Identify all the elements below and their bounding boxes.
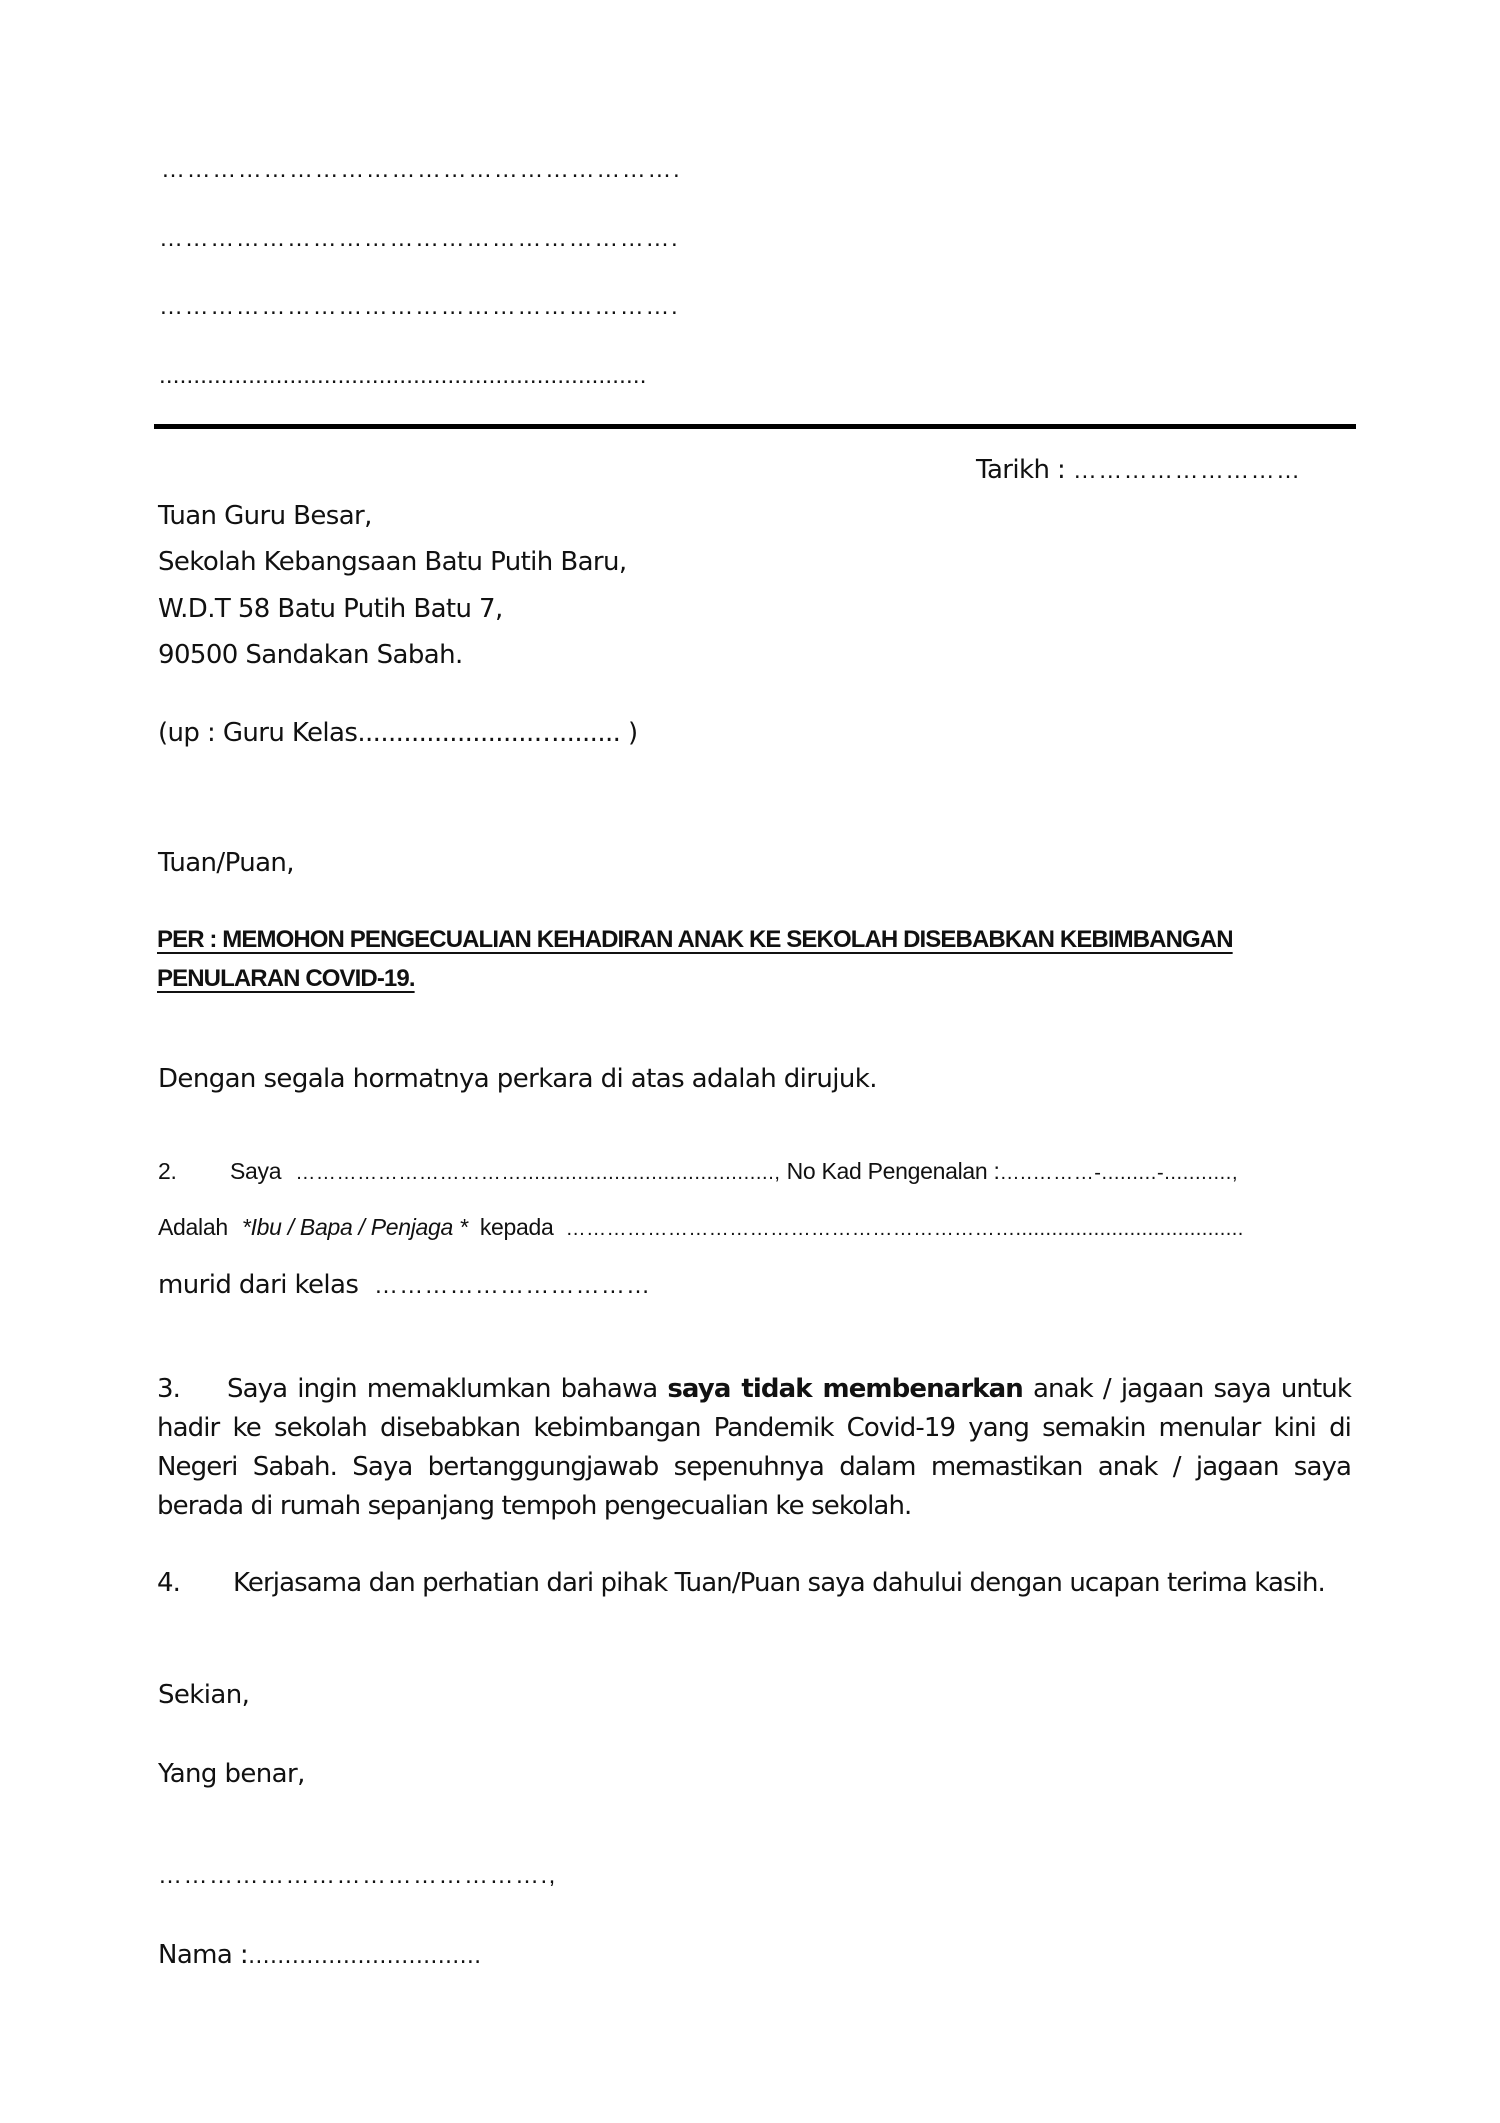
closing-yang-benar: Yang benar,: [158, 1759, 305, 1789]
name-label: Nama :: [158, 1940, 249, 1970]
paragraph-2-line-3: [158, 1272, 651, 1298]
paragraph-3: [157, 1370, 1351, 1526]
salutation: Tuan/Puan,: [158, 848, 294, 878]
paragraph-3-emphasis: saya tidak membenarkan: [667, 1374, 1023, 1404]
parent-name-blank: …………………………….........................................,: [295, 1162, 781, 1184]
paragraph-3-number: 3.: [157, 1374, 181, 1404]
sender-address-line-1: …………………………………………………….: [161, 158, 682, 182]
sender-address-line-4: .......................................................................: [159, 364, 647, 388]
closing-sekian: Sekian,: [158, 1680, 250, 1710]
relation-options: *Ibu / Bapa / Penjaga *: [241, 1214, 468, 1240]
class-label: murid dari kelas: [158, 1270, 359, 1300]
date-field: [976, 457, 1301, 483]
class-blank: ……………………………: [374, 1272, 652, 1299]
date-blank: ………………………: [1072, 457, 1302, 484]
ic-label: No Kad Pengenalan :: [786, 1158, 1000, 1184]
paragraph-4-number: 4.: [157, 1568, 181, 1598]
saya-label: Saya: [230, 1158, 282, 1184]
recipient-line-2: Sekolah Kebangsaan Batu Putih Baru,: [158, 547, 627, 577]
name-blank: ................................: [248, 1944, 482, 1969]
subject-line-2: PENULARAN COVID-19.: [157, 965, 415, 992]
paragraph-4: [157, 1564, 1351, 1603]
adalah-label: Adalah: [158, 1214, 228, 1240]
paragraph-2-number: 2.: [158, 1158, 177, 1184]
intro-sentence: Dengan segala hormatnya perkara di atas adalah dirujuk.: [158, 1064, 877, 1094]
paragraph-3-text-after: anak / jagaan saya untuk hadir ke sekolah disebabkan kebimbangan Pandemik Covid-19 yang semakin menular kini di Negeri Sabah. Saya bertanggungjawab sepenuhnya dalam memastikan anak / jagaan saya berada di rumah sepanjang tempoh pengecualian ke sekolah.: [157, 1374, 1351, 1521]
subject-line-1: PER : MEMOHON PENGECUALIAN KEHADIRAN ANAK KE SEKOLAH DISEBABKAN KEBIMBANGAN: [157, 926, 1233, 953]
name-field: [158, 1942, 481, 1968]
sender-address-line-2: …………………………………………………….: [159, 227, 680, 251]
attention-line: (up : Guru Kelas.......................…........ ): [158, 718, 638, 748]
paragraph-4-text: Kerjasama dan perhatian dari pihak Tuan/Puan saya dahului dengan ucapan terima kasih.: [233, 1568, 1325, 1598]
ic-number-blank: …..………-.........-...........,: [999, 1162, 1239, 1184]
paragraph-3-text-before: Saya ingin memaklumkan bahawa: [227, 1374, 658, 1404]
kepada-label: kepada: [479, 1214, 554, 1240]
recipient-line-4: 90500 Sandakan Sabah.: [158, 640, 463, 670]
recipient-line-3: W.D.T 58 Batu Putih Batu 7,: [158, 594, 503, 624]
header-divider: [154, 424, 1356, 429]
paragraph-2-line-2: [158, 1216, 1244, 1239]
recipient-line-1: Tuan Guru Besar,: [158, 501, 372, 531]
date-label: Tarikh :: [976, 455, 1066, 485]
child-name-blank: …………………………………………………………......................................: [565, 1218, 1244, 1240]
paragraph-2-line-1: [158, 1160, 1238, 1183]
signature-blank: ……………………………………….,: [158, 1864, 557, 1888]
sender-address-line-3: …………………………………………………….: [159, 295, 680, 319]
